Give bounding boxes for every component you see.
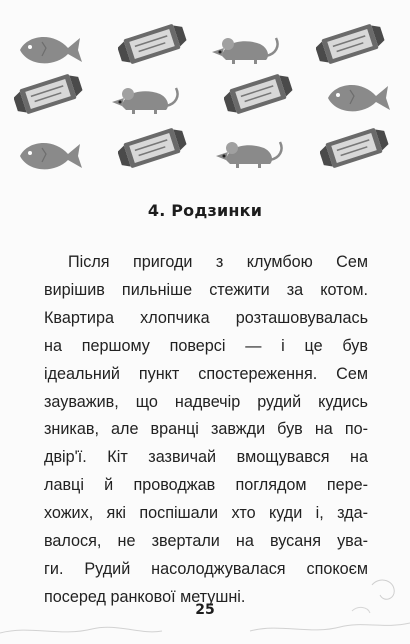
candy-bar-icon: [118, 128, 188, 170]
fish-icon: [322, 76, 392, 118]
mouse-icon: [110, 78, 182, 118]
text-line: лавці й проводжав поглядом пере-: [44, 476, 368, 495]
mouse-icon: [214, 132, 286, 172]
text-line: вирішив пильніше стежити за котом.: [44, 280, 368, 299]
text-line: посеред ранкової метушні.: [44, 587, 246, 606]
text-line: Після пригоди з клумбою Сем: [68, 253, 368, 271]
candy-bar-icon: [320, 128, 390, 170]
body-paragraph: [44, 249, 368, 612]
text-line: зникав, але вранці завжди був на по-: [44, 420, 368, 439]
text-line: валося, не звертали на вусаня ува-: [44, 532, 368, 551]
decorative-icon-pattern: [0, 0, 410, 190]
candy-bar-icon: [224, 74, 294, 116]
page-number: 25: [195, 602, 215, 618]
candy-bar-icon: [14, 74, 84, 116]
fish-icon: [14, 134, 84, 176]
mouse-icon: [210, 28, 282, 68]
text-line: Квартира хлопчика розташовувалась: [44, 308, 368, 327]
text-line: двір'ї. Кіт зазвичай вмощувався на: [44, 448, 368, 467]
candy-bar-icon: [118, 24, 188, 66]
candy-bar-icon: [316, 24, 386, 66]
text-line: хожих, які поспішали хто куди і, зда-: [44, 504, 368, 523]
text-line: зауважив, що надвечір рудий кудись: [44, 392, 368, 411]
chapter-title: 4. Родзинки: [147, 201, 263, 220]
text-line: ги. Рудий насолоджувалася спокоєм: [44, 559, 368, 578]
fish-icon: [14, 28, 84, 70]
text-line: на першому поверсі — і це був: [44, 336, 368, 355]
text-line: ідеальний пункт спостереження. Сем: [44, 364, 368, 383]
